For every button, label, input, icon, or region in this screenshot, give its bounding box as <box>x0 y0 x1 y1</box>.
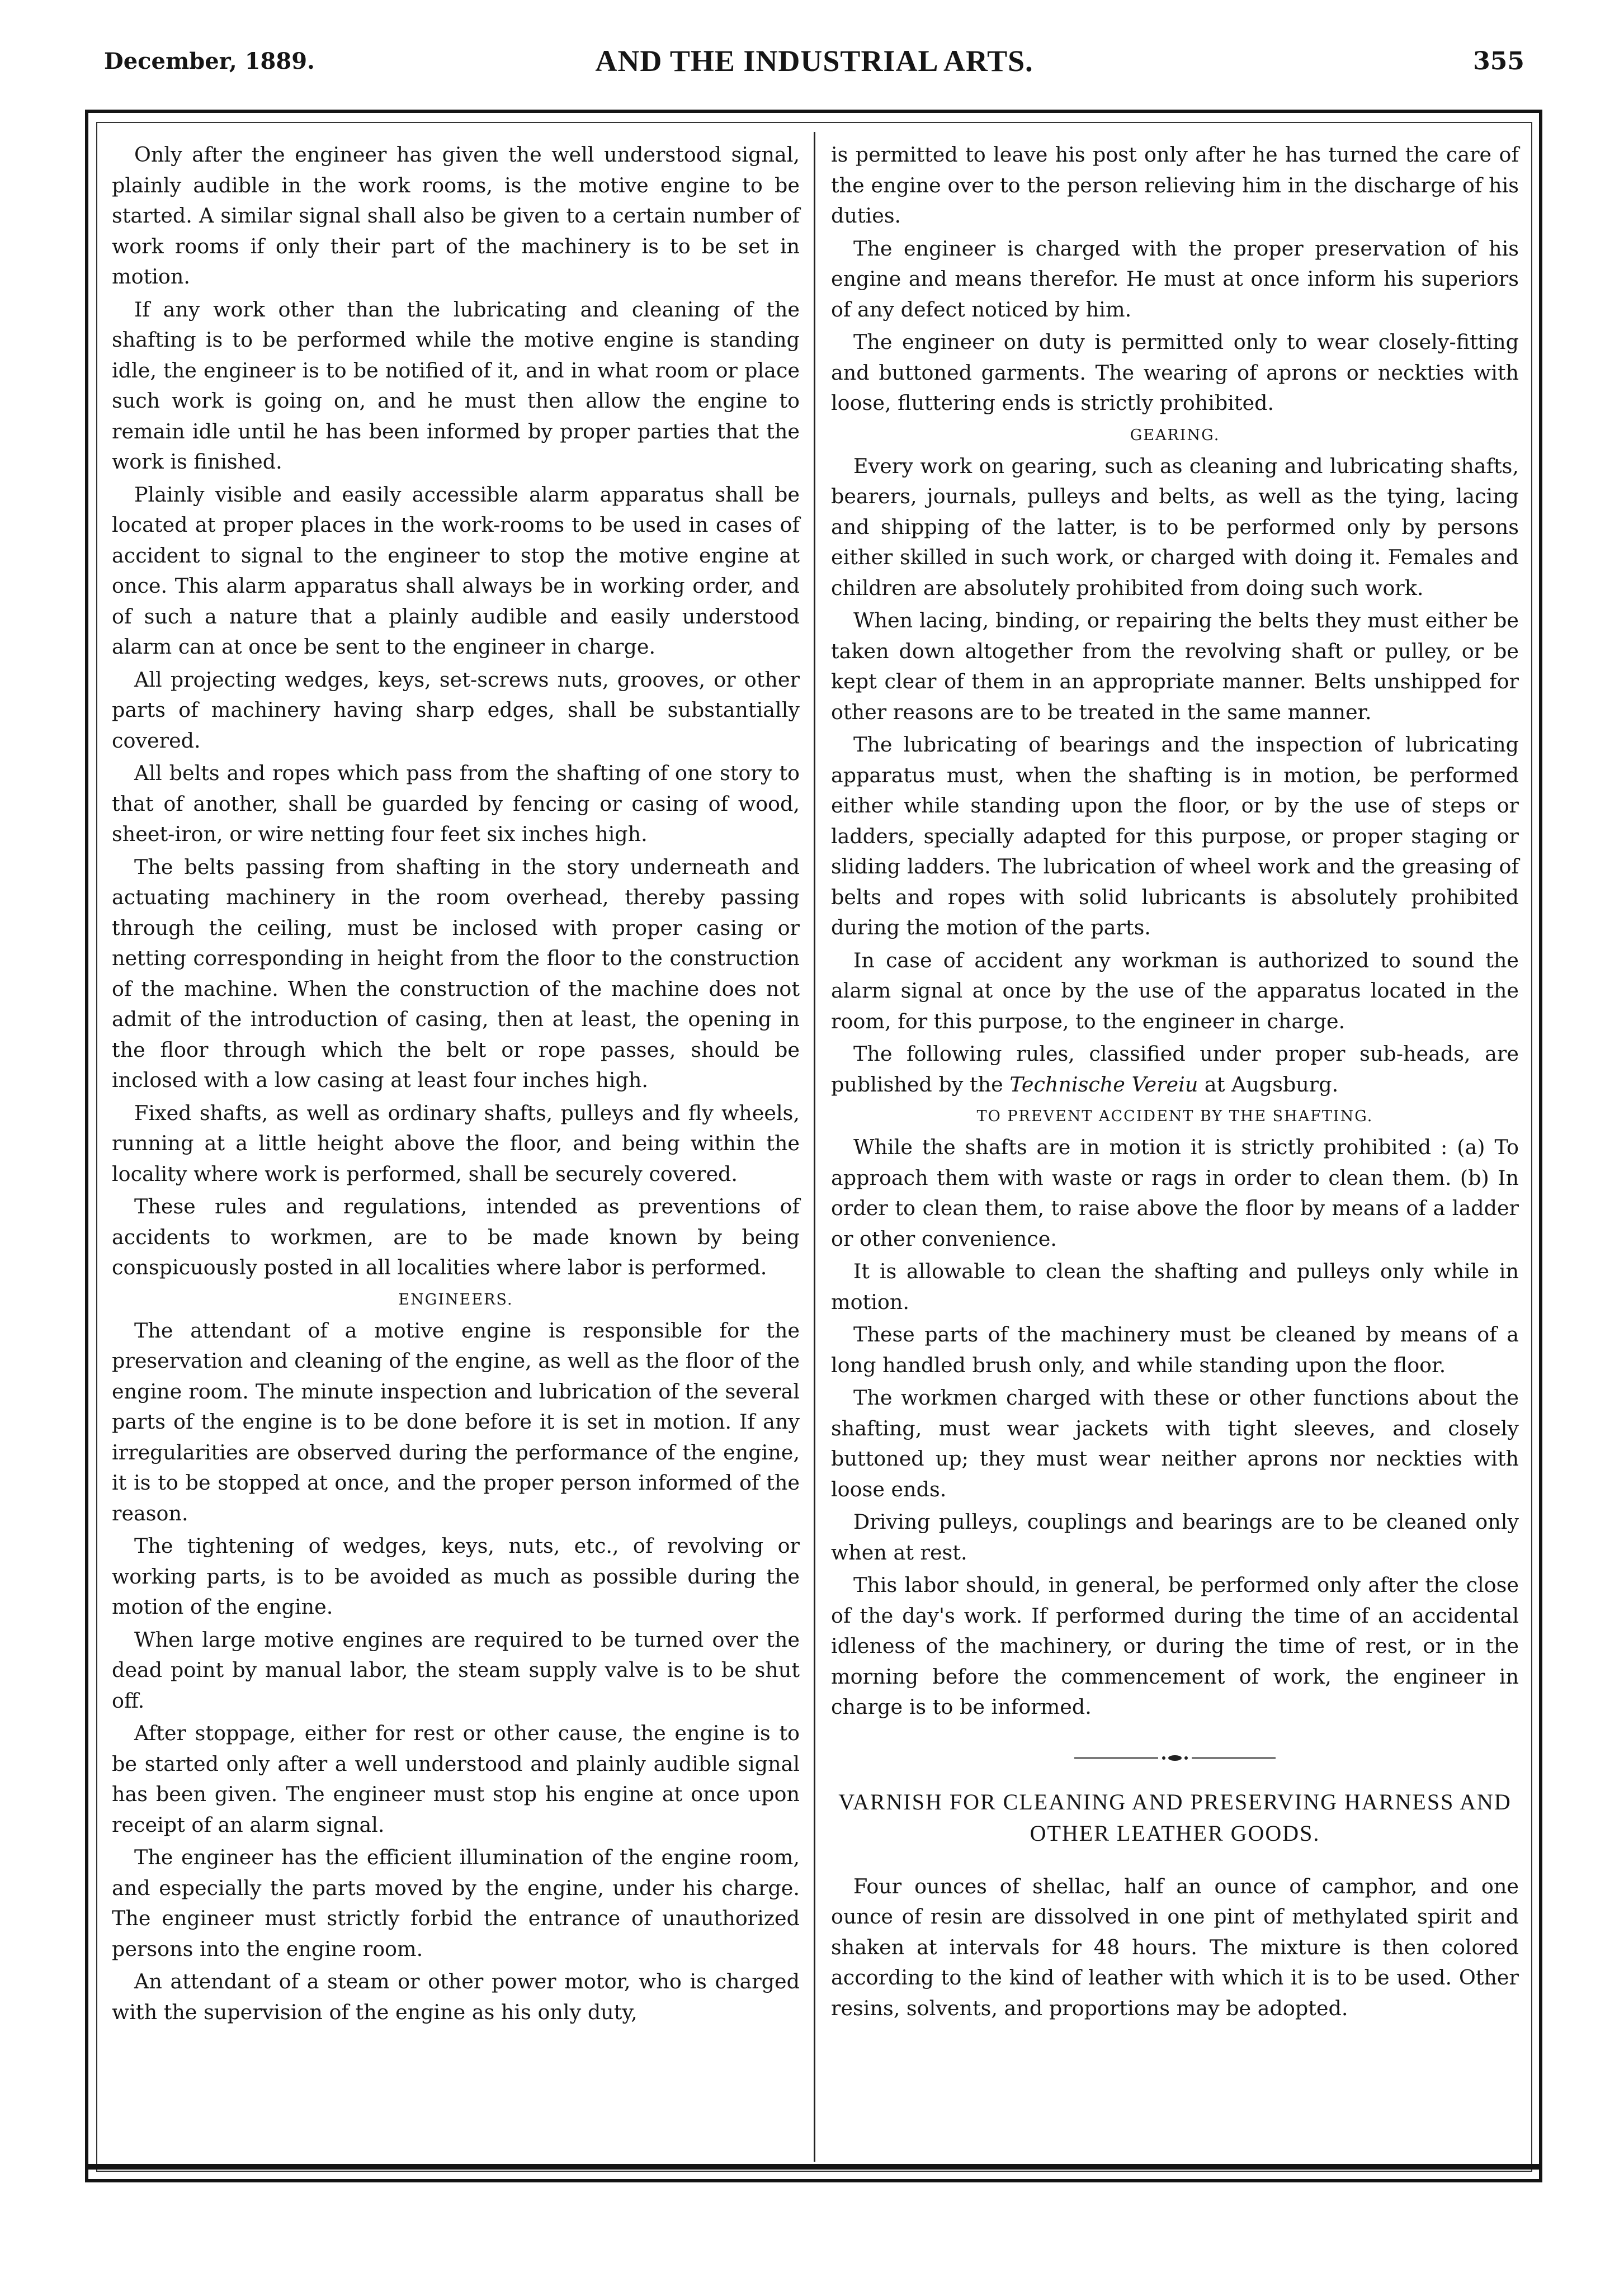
section-heading-gearing: GEARING. <box>1130 426 1220 444</box>
paragraph: The lubricating of bearings and the inspection of lubricating apparatus must, when the shafting is in motion, be performed either while standing upon the floor, or by the use of steps or ladders, specially adapted for this purpose, or proper staging or sliding ladders. The lubrication of wheel work and the greasing of belts and ropes with solid lubricants is absolutely prohibited during the motion of the parts. <box>831 733 1519 939</box>
paragraph: If any work other than the lubricating and cleaning of the shafting is to be performed while the motive engine is standing idle, the engineer is to be notified of it, and in what room or place such work is going on, and he must then allow the engine to remain idle until he has been informed by proper parties that the work is finished. <box>112 297 800 474</box>
paragraph: These parts of the machinery must be cleaned by means of a long handled brush only, and while standing upon the floor. <box>831 1322 1519 1377</box>
paragraph: The tightening of wedges, keys, nuts, etc., of revolving or working parts, is to be avoided as much as possible during the motion of the engine. <box>112 1534 800 1619</box>
paragraph: While the shafts are in motion it is strictly prohibited : (a) To approach them with waste or rags in order to clean them. (b) In order to clean them, to raise above the floor by means of a ladder or other convenience. <box>831 1135 1519 1251</box>
article-body: Four ounces of shellac, half an ounce of camphor, and one ounce of resin are dissolved in one pint of methylated spirit and shaken at intervals for 48 hours. The mixture is then colored according to the kind of leather with which it is to be used. Other resins, solvents, and proportions may be adopted. <box>831 1874 1519 2020</box>
bottom-rule <box>85 2164 1542 2170</box>
section-heading-engineers: ENGINEERS. <box>398 1291 513 1308</box>
paragraph: Plainly visible and easily accessible alarm apparatus shall be located at proper places in the work-rooms to be used in cases of accident to signal to the engineer to stop the motive engine at once. This alarm apparatus shall always be in working order, and of such a nature that a plainly audible and easily understood alarm can at once be sent to the engineer in charge. <box>112 482 800 659</box>
paragraph: The workmen charged with these or other functions about the shafting, must wear jackets with tight sleeves, and closely buttoned up; they must wear neither aprons nor neckties with loose ends. <box>831 1386 1519 1501</box>
paragraph: All projecting wedges, keys, set-screws nuts, grooves, or other parts of machinery having sharp edges, shall be substantially covered. <box>112 667 800 753</box>
paragraph: Every work on gearing, such as cleaning and lubricating shafts, bearers, journals, pulleys and belts, as well as the tying, lacing and shipping of the latter, is to be performed only by persons either skilled in such work, or charged with doing it. Females and children are absolutely prohibited from doing such work. <box>831 453 1519 600</box>
paragraph: This labor should, in general, be performed only after the close of the day's work. If performed during the time of an accidental idleness of the machinery, or during the time of rest, or in the morning before the commencement of work, the engineer in charge is to be informed. <box>831 1573 1519 1719</box>
paragraph-text: at Augsburg. <box>1198 1072 1339 1097</box>
paragraph: These rules and regulations, intended as preventions of accidents to workmen, are to be made known by being conspicuously posted in all localities where labor is performed. <box>112 1194 800 1279</box>
paragraph: The engineer has the efficient illumination of the engine room, and especially the parts moved by the engine, under his charge. The engineer must strictly forbid the entrance of unauthorized persons into the engine room. <box>112 1845 800 1961</box>
paragraph: The engineer on duty is permitted only to wear closely-fitting and buttoned garments. The wearing of aprons or neckties with loose, fluttering ends is strictly prohibited. <box>831 330 1519 415</box>
paragraph <box>831 1039 1519 1100</box>
paragraph: The belts passing from shafting in the story underneath and actuating machinery in the room overhead, thereby passing through the ceiling, must be inclosed with proper casing or netting corresponding in height from the floor to the construction of the machine. When the construction of the machine does not admit of the introduction of casing, then at least, the opening in the floor through which the belt or rope passes, should be inclosed with a low casing at least four inches high. <box>112 854 800 1092</box>
paragraph: All belts and ropes which pass from the shafting of one story to that of another, shall be guarded by fencing or casing of wood, sheet-iron, or wire netting four feet six inches high. <box>112 761 800 846</box>
section-heading-shafting: TO PREVENT ACCIDENT BY THE SHAFTING. <box>976 1108 1373 1125</box>
column-divider <box>814 132 815 2162</box>
paragraph: When lacing, binding, or repairing the belts they must either be taken down altogether from the revolving shaft or pulley, or be kept clear of them in an appropriate manner. Belts unshipped for other reasons are to be treated in the same manner. <box>831 608 1519 724</box>
left-column <box>112 140 800 2028</box>
paragraph: In case of accident any workman is authorized to sound the alarm signal at once by the use of the apparatus located in the room, for this purpose, to the engineer in charge. <box>831 948 1519 1033</box>
journal-title: AND THE INDUSTRIAL ARTS. <box>595 44 1033 78</box>
paragraph: An attendant of a steam or other power motor, who is charged with the supervision of the engine as his only duty, <box>112 1969 800 2024</box>
section-ornament-divider <box>1074 1754 1276 1762</box>
right-column <box>831 140 1519 2024</box>
paragraph-text: The following rules, classified under proper sub-heads, are published by the <box>831 1042 1519 1097</box>
paragraph: When large motive engines are required to be turned over the dead point by manual labor, the steam supply valve is to be shut off. <box>112 1627 800 1713</box>
paragraph: Only after the engineer has given the well understood signal, plainly audible in the work rooms, is the motive engine to be started. A similar signal shall also be given to a certain number of work rooms if only their part of the machinery is to be set in motion. <box>112 143 800 289</box>
paragraph: The attendant of a motive engine is responsible for the preservation and cleaning of the engine, as well as the floor of the engine room. The minute inspection and lubrication of the several parts of the engine is to be done before it is set in motion. If any irregularities are observed during the performance of the engine, it is to be stopped at once, and the proper person informed of the reason. <box>112 1318 800 1525</box>
article-title: VARNISH FOR CLEANING AND PRESERVING HARNESS AND OTHER LEATHER GOODS. <box>838 1789 1512 1846</box>
paragraph: It is allowable to clean the shafting and pulleys only while in motion. <box>831 1259 1519 1314</box>
issue-date: December, 1889. <box>104 48 315 74</box>
running-head <box>104 44 1524 88</box>
paragraph: After stoppage, either for rest or other cause, the engine is to be started only after a well understood and plainly audible signal has been given. The engineer must stop his engine at once upon receipt of an alarm signal. <box>112 1721 800 1837</box>
paragraph: Driving pulleys, couplings and bearings are to be cleaned only when at rest. <box>831 1510 1519 1565</box>
paragraph-continued: is permitted to leave his post only after he has turned the care of the engine over to the person relieving him in the discharge of his duties. <box>831 143 1519 228</box>
paragraph: The engineer is charged with the proper preservation of his engine and means therefor. He must at once inform his superiors of any defect noticed by him. <box>831 236 1519 322</box>
society-name: Technische Vereiu <box>1009 1072 1198 1097</box>
paragraph: Fixed shafts, as well as ordinary shafts, pulleys and fly wheels, running at a little height above the floor, and being within the locality where work is performed, shall be securely covered. <box>112 1100 800 1186</box>
page-number: 355 <box>1473 47 1524 75</box>
